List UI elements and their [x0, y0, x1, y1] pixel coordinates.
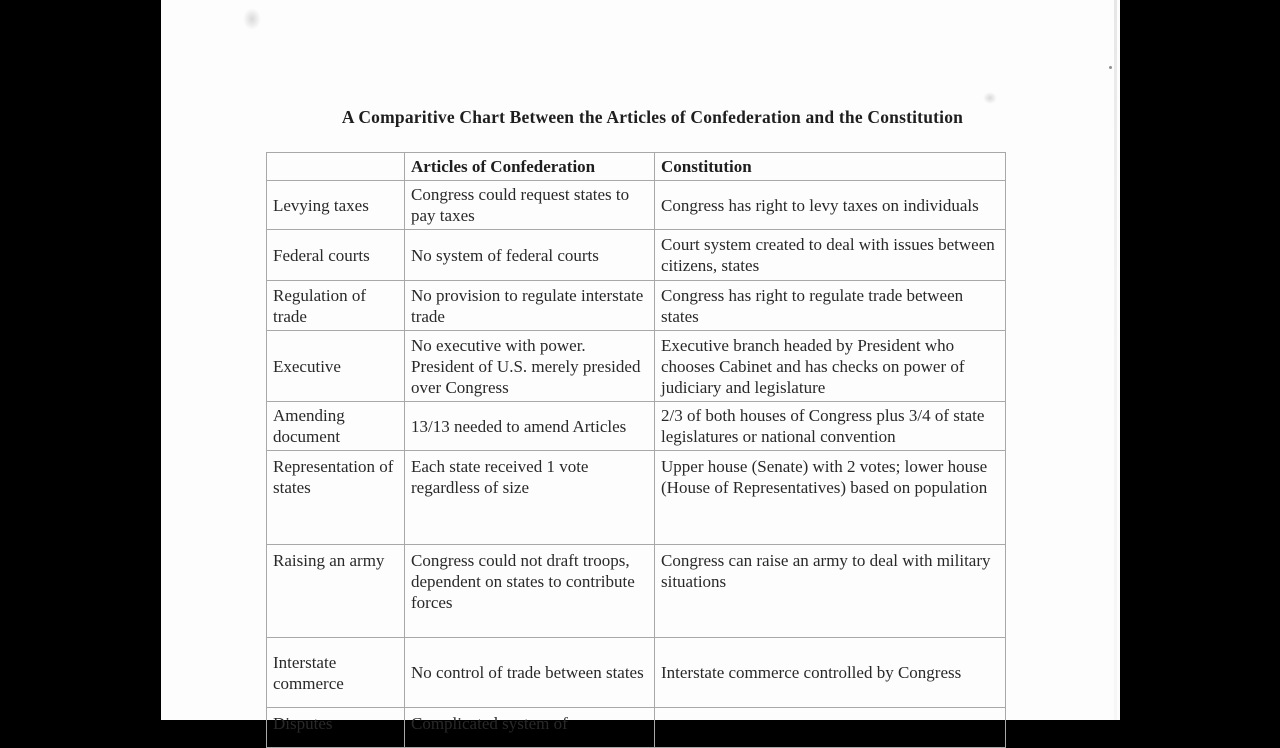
- letterbox-bar-left: [0, 0, 161, 720]
- table-row: [267, 402, 1006, 451]
- cell-articles: No provision to regulate interstate trade: [405, 281, 655, 331]
- cell-topic: Disputes: [267, 708, 405, 748]
- cell-topic: Regulation of trade: [267, 281, 405, 331]
- column-header-topic: [267, 153, 405, 181]
- cell-constitution: Interstate commerce controlled by Congress: [655, 638, 1006, 708]
- cell-constitution: Upper house (Senate) with 2 votes; lower house (House of Representatives) based on population: [655, 451, 1006, 545]
- cell-constitution: Congress can raise an army to deal with military situations: [655, 545, 1006, 638]
- cell-constitution: Court system created to deal with issues between citizens, states: [655, 230, 1006, 281]
- cell-constitution: Congress has right to regulate trade between states: [655, 281, 1006, 331]
- cell-topic: Amending document: [267, 402, 405, 451]
- table-row: [267, 281, 1006, 331]
- cell-articles: No system of federal courts: [405, 230, 655, 281]
- table-row: [267, 181, 1006, 230]
- cell-constitution: [655, 708, 1006, 748]
- scan-speck: [1109, 66, 1112, 69]
- cell-topic: Representation of states: [267, 451, 405, 545]
- table-row: [267, 451, 1006, 545]
- comparison-table: [266, 152, 1006, 748]
- cell-constitution: 2/3 of both houses of Congress plus 3/4 of state legislatures or national convention: [655, 402, 1006, 451]
- letterbox-bar-right: [1120, 0, 1280, 720]
- cell-topic: Executive: [267, 331, 405, 402]
- document-title: A Comparitive Chart Between the Articles of Confederation and the Constitution: [341, 107, 964, 127]
- cell-articles: No executive with power. President of U.S. merely presided over Congress: [405, 331, 655, 402]
- scan-smudge: [243, 8, 261, 30]
- cell-constitution: Congress has right to levy taxes on individuals: [655, 181, 1006, 230]
- cell-articles: 13/13 needed to amend Articles: [405, 402, 655, 451]
- table-row: [267, 230, 1006, 281]
- cell-articles: Congress could not draft troops, dependent on states to contribute forces: [405, 545, 655, 638]
- cell-articles: Each state received 1 vote regardless of size: [405, 451, 655, 545]
- cell-topic: Raising an army: [267, 545, 405, 638]
- scan-smudge: [983, 92, 997, 104]
- table-row: [267, 331, 1006, 402]
- cell-articles: No control of trade between states: [405, 638, 655, 708]
- cell-topic: Federal courts: [267, 230, 405, 281]
- column-header-articles: Articles of Confederation: [405, 153, 655, 181]
- cell-articles: Complicated system of: [405, 708, 655, 748]
- table-row: [267, 545, 1006, 638]
- table-header-row: [267, 153, 1006, 181]
- scanned-document-page: [161, 0, 1120, 733]
- table-row-partial: [267, 708, 1006, 748]
- cell-articles: Congress could request states to pay taxes: [405, 181, 655, 230]
- table-row: [267, 638, 1006, 708]
- cell-topic: Levying taxes: [267, 181, 405, 230]
- column-header-constitution: Constitution: [655, 153, 1006, 181]
- cell-topic: Interstate commerce: [267, 638, 405, 708]
- cell-constitution: Executive branch headed by President who chooses Cabinet and has checks on power of judiciary and legislature: [655, 331, 1006, 402]
